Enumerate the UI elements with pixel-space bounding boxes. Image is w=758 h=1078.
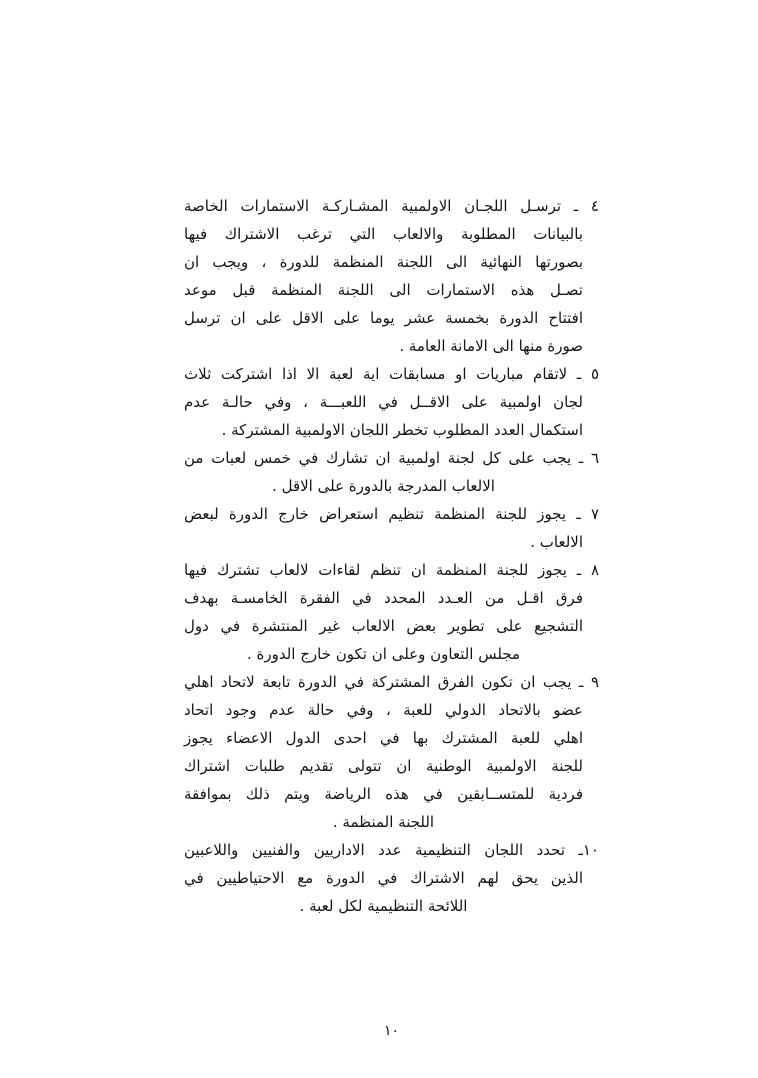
list-item-9 <box>184 668 599 836</box>
list-item-8 <box>184 556 599 668</box>
item-line: مجلس التعاون وعلى ان تكون خارج الدورة . <box>246 645 521 663</box>
item-line: الالعاب . <box>530 533 583 551</box>
body-text <box>184 192 599 920</box>
item-number: ١٠ـ <box>578 841 599 859</box>
list-item-6 <box>184 444 599 500</box>
item-line-text: يجب ان تكون الفرق المشتركة في الدورة تابعة لاتحاد اهلي <box>184 673 572 691</box>
item-line: التشجيع على تطوير بعض الالعاب غير المنتشرة في دول <box>184 617 583 635</box>
list-item-5 <box>184 360 599 444</box>
item-line <box>184 668 599 696</box>
item-line-text: لاتقام مباريات او مسابقات اية لعبة الا اذا اشتركت ثلاث <box>184 365 568 383</box>
item-number: ٨ ـ <box>576 561 599 579</box>
item-line: بالبيانات المطلوبة والالعاب التي ترغب الاشتراك فيها <box>184 225 583 243</box>
item-line: للجنة الاولمبية الوطنية ان تتولى تقديم طلبات اشتراك <box>184 757 583 775</box>
item-line: الالعاب المدرجة بالدورة على الاقل . <box>272 477 495 495</box>
list-item-7 <box>184 500 599 556</box>
item-line: عضو بالاتحاد الدولي للعبة ، وفي حالة عدم وجود اتحاد <box>184 701 583 719</box>
item-line: اللجنة المنظمة . <box>332 813 435 831</box>
item-number: ٩ ـ <box>579 673 599 691</box>
item-line: تصـل هذه الاستمارات الى اللجنة المنظمة قبل موعد <box>184 281 583 299</box>
item-line-text: ترسـل اللجـان الاولمبية المشـاركـة الاستمارات الخاصة <box>184 197 562 215</box>
item-line-text: يجوز للجنة المنظمة تنظيم استعراض خارج الدورة لبعض <box>184 505 567 523</box>
item-line-text: يجوز للجنة المنظمة ان تنظم لقاءات لالعاب تشترك فيها <box>184 561 567 579</box>
list-item-10 <box>184 836 599 920</box>
item-number: ٥ ـ <box>576 365 599 383</box>
item-line <box>184 556 599 584</box>
item-line: بصورتها النهائية الى اللجنة المنظمة للدورة ، ويجب ان <box>184 253 583 271</box>
list-item-4 <box>184 192 599 360</box>
item-line: افتتاح الدورة بخمسة عشر يوما على الاقل على ان ترسل <box>184 309 583 327</box>
item-line: صورة منها الى الامانة العامة . <box>399 337 583 355</box>
item-line: الذين يحق لهم الاشتراك في الدورة مع الاحتياطيين في <box>184 869 583 887</box>
item-number: ٦ ـ <box>578 449 599 467</box>
item-line <box>184 444 599 472</box>
item-number: ٤ ـ <box>573 197 599 215</box>
page-number: ١٠ <box>383 1023 400 1039</box>
item-line-text: تحدد اللجان التنظيمية عدد الاداريين والفنيين واللاعبين <box>184 841 566 859</box>
item-line: استكمال العدد المطلوب تخطر اللجان الاولمبية المشتركة . <box>221 421 583 439</box>
item-line: اهلي للعبة المشترك بها في احدى الدول الاعضاء يجوز <box>184 729 583 747</box>
item-line: فرق اقـل من العـدد المحدد في الفقرة الخامسـة بهدف <box>184 589 583 607</box>
item-number: ٧ ـ <box>576 505 599 523</box>
item-line-text: يجب على كل لجنة اولمبية ان تشارك في خمس لعبات من <box>184 449 572 467</box>
item-line <box>184 836 599 864</box>
item-line <box>184 500 599 528</box>
item-line: فردية للمتســابقين في هذه الرياضة ويتم ذلك بموافقة <box>184 785 583 803</box>
item-line: اللائحة التنظيمية لكل لعبة . <box>299 897 468 915</box>
item-line <box>184 192 599 220</box>
item-line: لجان اولمبية على الاقــل في اللعبـــة ، وفي حالـة عدم <box>184 393 583 411</box>
item-line <box>184 360 599 388</box>
